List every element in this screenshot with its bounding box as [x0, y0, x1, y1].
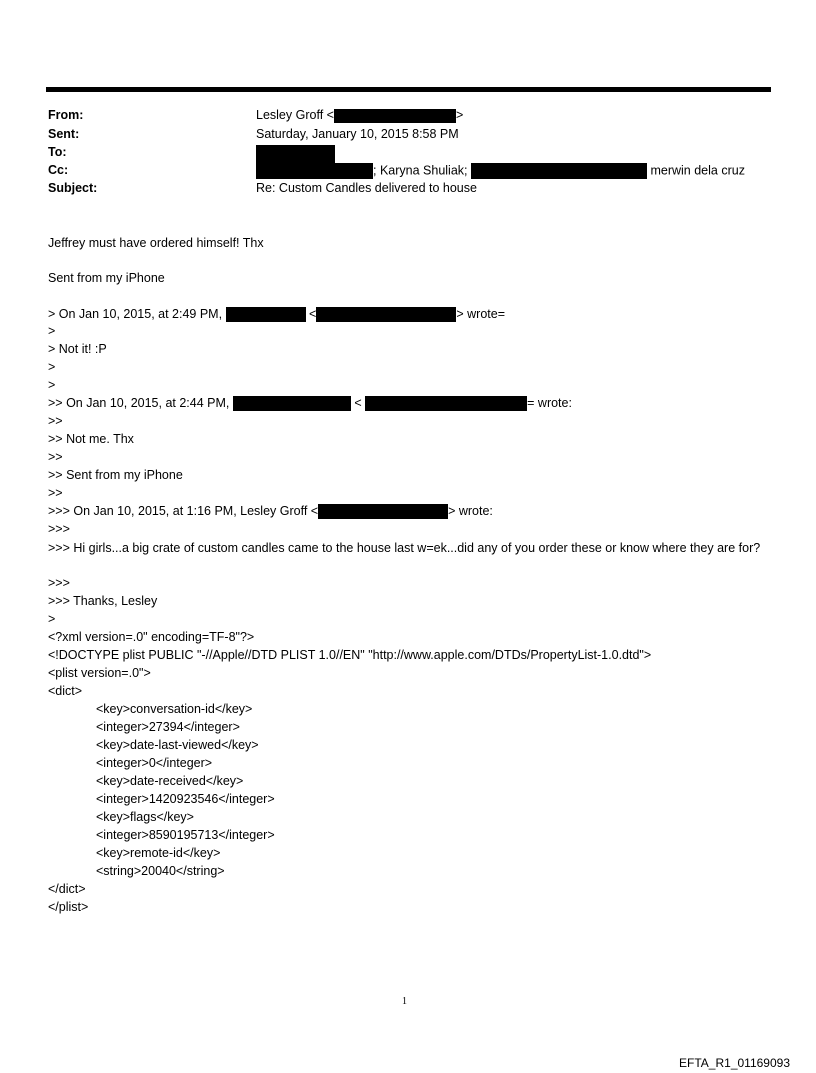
document-id: EFTA_R1_01169093 [679, 1056, 790, 1070]
header-rule [46, 87, 771, 92]
to-label: To: [48, 145, 67, 159]
plist-line: <key>conversation-id</key> [96, 702, 253, 716]
quote-line: >> [48, 414, 63, 428]
body-line: Jeffrey must have ordered himself! Thx [48, 236, 264, 250]
plist-line: <?xml version=.0" encoding=TF-8"?> [48, 630, 255, 644]
subject-label: Subject: [48, 181, 98, 195]
plist-line: <key>date-received</key> [96, 774, 244, 788]
quote-line: >> Sent from my iPhone [48, 468, 183, 482]
quote-line: >> Not me. Thx [48, 432, 134, 446]
redaction-box [334, 109, 456, 123]
from-value: Lesley Groff < > [256, 108, 464, 122]
cc-label: Cc: [48, 163, 69, 177]
sent-value: Saturday, January 10, 2015 8:58 PM [256, 127, 459, 141]
quote-line: > [48, 612, 56, 626]
plist-line: <key>flags</key> [96, 810, 194, 824]
redaction-box [226, 307, 306, 322]
quote-line: > Not it! :P [48, 342, 107, 356]
plist-line: </plist> [48, 900, 89, 914]
cc-value: ; Karyna Shuliak; merwin dela cruz [256, 163, 745, 179]
plist-line: <integer>1420923546</integer> [96, 792, 275, 806]
redaction-box [233, 396, 351, 411]
plist-line: <!DOCTYPE plist PUBLIC "-//Apple//DTD PLIST 1.0//EN" "http://www.apple.com/DTDs/PropertyList-1.0.dtd"> [48, 648, 652, 662]
plist-line: </dict> [48, 882, 86, 896]
quote-line: > [48, 324, 56, 338]
plist-line: <integer>8590195713</integer> [96, 828, 275, 842]
plist-line: <dict> [48, 684, 83, 698]
from-label: From: [48, 108, 84, 122]
quote-line: >>> Thanks, Lesley [48, 594, 158, 608]
redaction-box [318, 504, 448, 519]
plist-line: <key>remote-id</key> [96, 846, 221, 860]
body-line: Sent from my iPhone [48, 271, 165, 285]
redaction-box [256, 145, 335, 163]
quote-line: > [48, 378, 56, 392]
plist-line: <integer>27394</integer> [96, 720, 240, 734]
sent-label: Sent: [48, 127, 80, 141]
redaction-box [256, 163, 373, 179]
quote-line: > [48, 360, 56, 374]
quote-line: >>> Hi girls...a big crate of custom candles came to the house last w=ek...did any of you order these or know where they are for? [48, 541, 761, 555]
quote-line: > On Jan 10, 2015, at 2:49 PM, < > wrote= [48, 307, 505, 321]
plist-line: <plist version=.0"> [48, 666, 151, 680]
redaction-box [365, 396, 527, 411]
subject-value: Re: Custom Candles delivered to house [256, 181, 477, 195]
to-value [256, 145, 335, 163]
redaction-box [471, 163, 647, 179]
redaction-box [316, 307, 456, 322]
quote-line: >>> [48, 576, 70, 590]
quote-line: >> [48, 486, 63, 500]
quote-line: >>> On Jan 10, 2015, at 1:16 PM, Lesley Groff < > wrote: [48, 504, 493, 518]
quote-line: >> On Jan 10, 2015, at 2:44 PM, < = wrote: [48, 396, 572, 410]
plist-line: <integer>0</integer> [96, 756, 213, 770]
quote-line: >> [48, 450, 63, 464]
plist-line: <string>20040</string> [96, 864, 225, 878]
quote-line: >>> [48, 522, 70, 536]
plist-line: <key>date-last-viewed</key> [96, 738, 259, 752]
page-number: 1 [402, 996, 407, 1007]
